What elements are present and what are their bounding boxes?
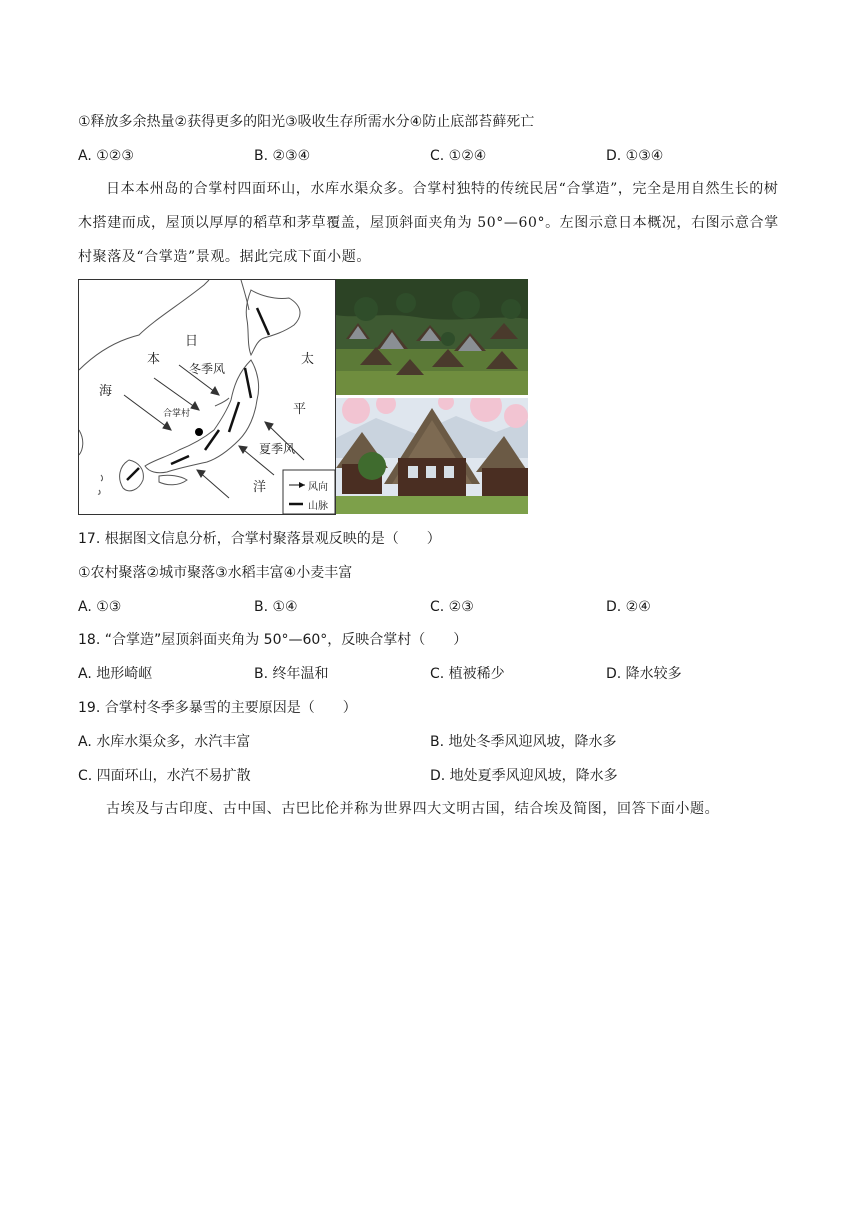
map-label-hai: 海: [99, 384, 113, 399]
q19-option-b: B. 地处冬季风迎风坡，降水多: [430, 734, 617, 750]
map-label-ben: 本: [147, 352, 161, 367]
map-label-tai: 太: [301, 352, 315, 367]
q17-option-c: C. ②③: [430, 599, 474, 615]
q18-option-b: B. 终年温和: [254, 666, 329, 682]
q17-option-d: D. ②④: [606, 599, 651, 615]
map-label-ping: 平: [293, 402, 307, 417]
village-photo: [336, 279, 528, 395]
q18-stem: 18. “合掌造”屋顶斜面夹角为 50°—60°，反映合掌村（ ）: [78, 632, 468, 648]
q16-option-c: C. ①②④: [430, 148, 487, 164]
q19-option-c: C. 四面环山，水汽不易扩散: [78, 768, 251, 784]
q19-option-a: A. 水库水渠众多，水汽丰富: [78, 734, 251, 750]
q19-stem: 19. 合掌村冬季多暴雪的主要原因是（ ）: [78, 700, 357, 716]
map-label-winter-monsoon: 冬季风: [189, 362, 226, 376]
legend-mountain: 山脉: [308, 501, 328, 512]
q19-option-d: D. 地处夏季风迎风坡，降水多: [430, 768, 618, 784]
gassho-house-photo-svg: [336, 398, 528, 514]
village-photo-svg: [336, 279, 528, 395]
q16-option-a: A. ①②③: [78, 148, 134, 164]
q17-option-b: B. ①④: [254, 599, 298, 615]
q16-option-d: D. ①③④: [606, 148, 664, 164]
map-label-summer-monsoon: 夏季风: [259, 442, 296, 456]
passage-egypt: 古埃及与古印度、古中国、古巴比伦并称为世界四大文明古国，结合埃及简图，回答下面小题。: [106, 801, 720, 817]
q17-stem: 17. 根据图文信息分析，合掌村聚落景观反映的是（ ）: [78, 531, 441, 547]
q16-option-b: B. ②③④: [254, 148, 311, 164]
q17-sub-statements: ①农村聚落②城市聚落③水稻丰富④小麦丰富: [78, 565, 353, 581]
q17-option-a: A. ①③: [78, 599, 122, 615]
passage-hezhang: 日本本州岛的合掌村四面环山，水库水渠众多。合掌村独特的传统民居“合掌造”，完全是用自然生长的树木搭建而成，屋顶以厚厚的稻草和茅草覆盖，屋顶斜面夹角为 50°—60°。左图示意日本概况，右图示意合掌村聚落及“合掌造”景观。据此完成下面小题。: [78, 181, 779, 265]
gassho-house-photo: [336, 398, 528, 514]
q16-stem: ①释放多余热量②获得更多的阳光③吸收生存所需水分④防止底部苔藓死亡: [78, 114, 535, 130]
legend-wind: 风向: [308, 482, 328, 493]
map-label-ri: 日: [185, 334, 199, 349]
map-label-hezhang: 合掌村: [163, 409, 191, 419]
q18-option-d: D. 降水较多: [606, 666, 682, 682]
japan-map-svg: [79, 280, 335, 514]
map-label-yang: 洋: [253, 480, 267, 495]
japan-map: [78, 279, 336, 515]
q18-option-c: C. 植被稀少: [430, 666, 505, 682]
q18-option-a: A. 地形崎岖: [78, 666, 153, 682]
